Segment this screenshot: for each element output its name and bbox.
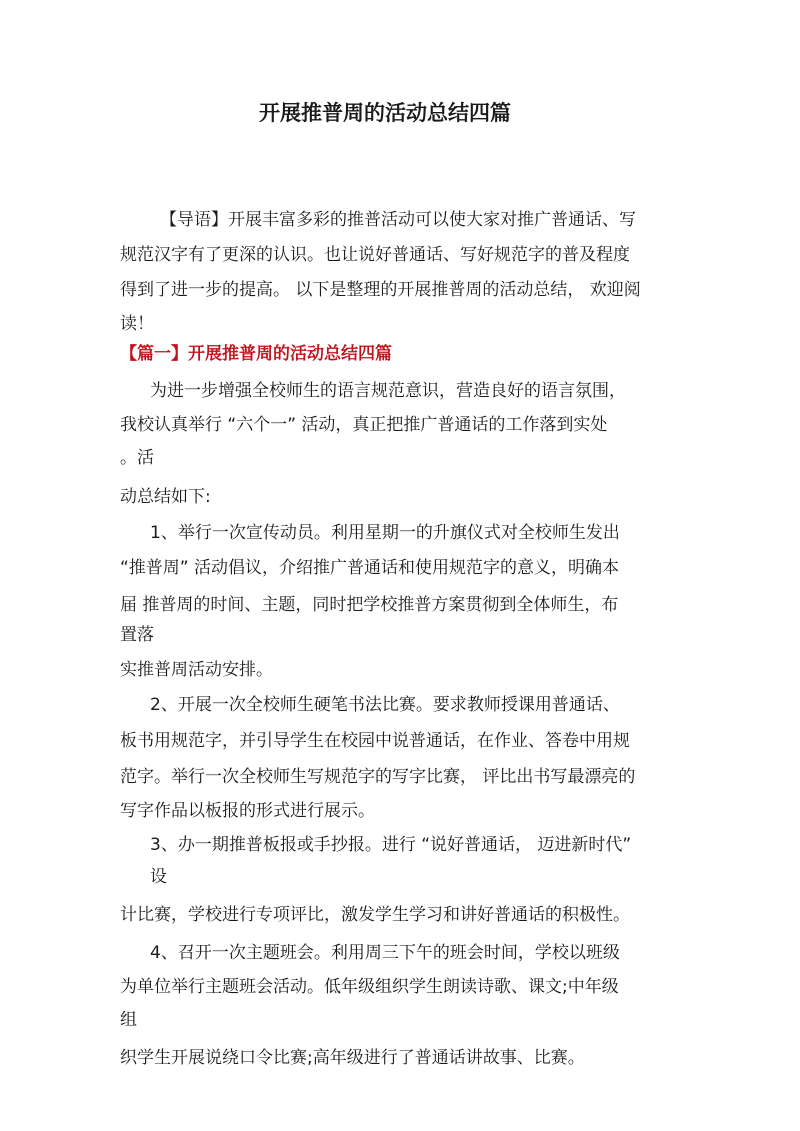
section-heading-1: 【篇一】开展推普周的活动总结四篇 <box>120 344 392 364</box>
intro-line-3: 得到了进一步的提高。 以下是整理的开展推普周的活动总结， 欢迎阅 <box>120 280 641 300</box>
paragraph-line: 1、举行一次宣传动员。利用星期一的升旗仪式对全校师生发出 <box>150 523 620 543</box>
paragraph-line: 织学生开展说绕口令比赛;高年级进行了普通话讲故事、比赛。 <box>120 1048 585 1068</box>
paragraph-line: 。活 <box>120 448 154 468</box>
paragraph-line: 3、办一期推普板报或手抄报。进行 “说好普通话， 迈进新时代” <box>150 835 632 855</box>
paragraph-line: 为单位举行主题班会活动。低年级组织学生朗读诗歌、课文;中年级 <box>120 977 619 997</box>
paragraph-line: 动总结如下: <box>120 487 211 507</box>
intro-line-2: 规范汉字有了更深的认识。也让说好普通话、写好规范字的普及程度 <box>120 245 630 265</box>
paragraph-line: 写字作品以板报的形式进行展示。 <box>120 801 375 821</box>
paragraph-line: 为进一步增强全校师生的语言规范意识，营造良好的语言氛围， <box>150 381 626 401</box>
paragraph-line: “推普周” 活动倡议，介绍推广普通话和使用规范字的意义，明确本 <box>120 558 620 578</box>
paragraph-line: 2、开展一次全校师生硬笔书法比赛。要求教师授课用普通话、 <box>150 695 620 715</box>
paragraph-line: 板书用规范字，并引导学生在校园中说普通话，在作业、答卷中用规 <box>120 731 630 751</box>
paragraph-line: 届 推普周的时间、主题，同时把学校推普方案贯彻到全体师生，布 <box>120 595 619 615</box>
intro-line-4: 读！ <box>120 314 154 334</box>
paragraph-line: 计比赛，学校进行专项评比，激发学生学习和讲好普通话的积极性。 <box>120 905 630 925</box>
paragraph-line: 组 <box>120 1010 137 1030</box>
paragraph-line: 4、召开一次主题班会。利用周三下午的班会时间，学校以班级 <box>150 943 620 963</box>
paragraph-line: 实推普周活动安排。 <box>120 660 273 680</box>
paragraph-line: 范字。举行一次全校师生写规范字的写字比赛， 评比出书写最漂亮的 <box>120 767 636 787</box>
paragraph-line: 我校认真举行 “六个一” 活动，真正把推广普通话的工作落到实处 <box>120 415 608 435</box>
paragraph-line: 设 <box>150 867 167 887</box>
document-title: 开展推普周的活动总结四篇 <box>259 101 511 125</box>
intro-line-1: 【导语】开展丰富多彩的推普活动可以使大家对推广普通话、写 <box>160 210 636 230</box>
paragraph-line: 置落 <box>120 625 154 645</box>
